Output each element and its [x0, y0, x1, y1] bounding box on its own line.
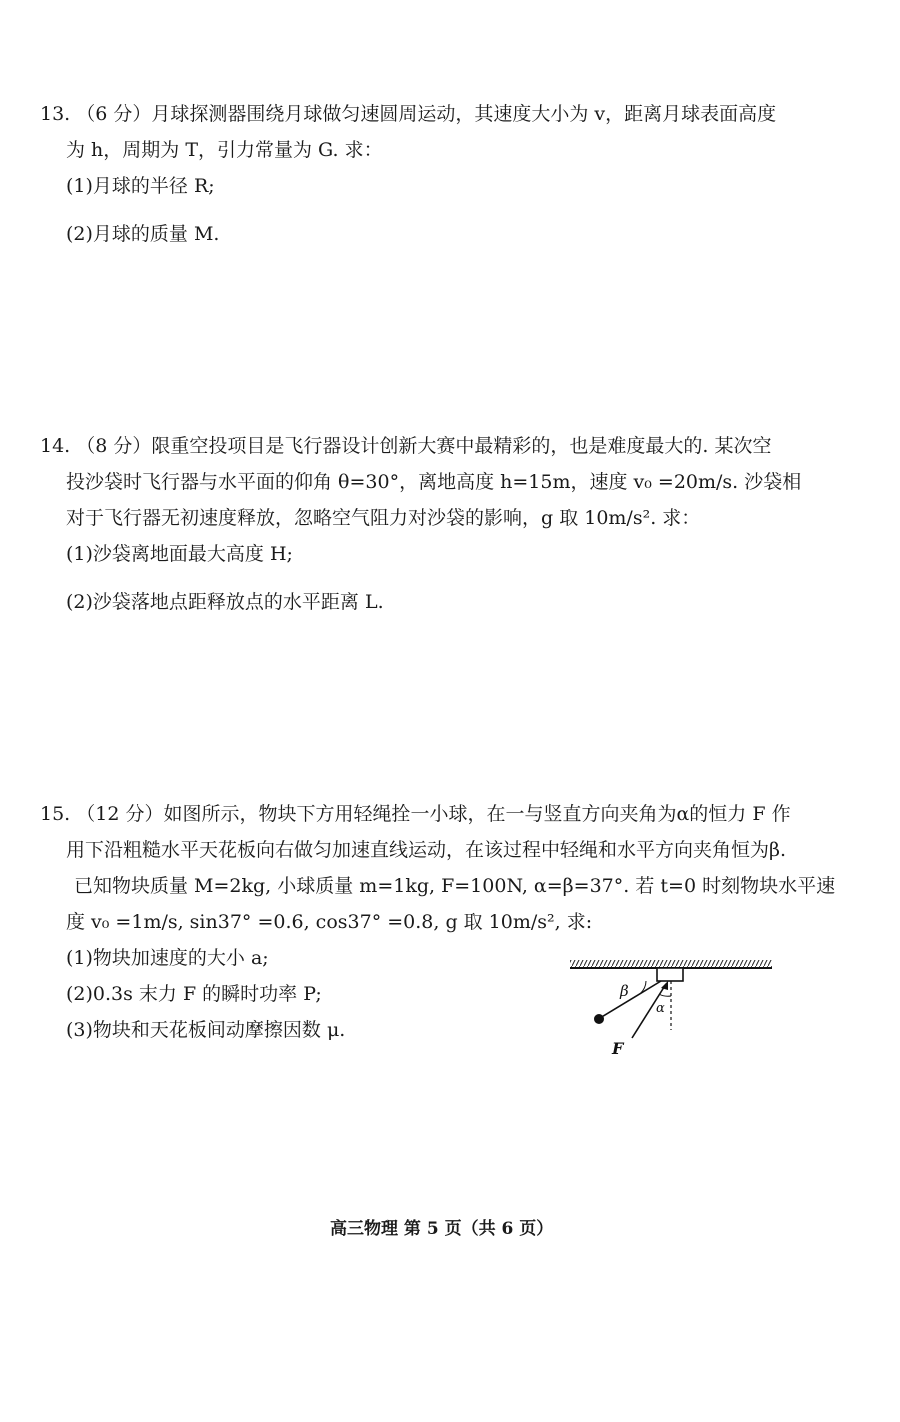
q15-figure: [560, 950, 780, 1060]
q15-line-2: 用下沿粗糙水平天花板向右做匀加速直线运动，在该过程中轻绳和水平方向夹角恒为β.: [66, 839, 787, 861]
q14-line-3: 对于飞行器无初速度释放，忽略空气阻力对沙袋的影响，g 取 10m/s². 求：: [66, 507, 701, 529]
q15-part-1: (1)物块加速度的大小 a;: [66, 947, 269, 969]
q14-line-2: 投沙袋时飞行器与水平面的仰角 θ=30°，离地高度 h=15m，速度 v₀ =20m/s. 沙袋相: [66, 471, 802, 493]
q13-part-2: (2)月球的质量 M.: [66, 223, 220, 245]
q14-line-1: 14. （8 分）限重空投项目是飞行器设计创新大赛中最精彩的，也是难度最大的. 某次空: [40, 435, 772, 457]
q14-part-1: (1)沙袋离地面最大高度 H;: [66, 543, 293, 565]
rope: [600, 981, 661, 1018]
q15-part-3: (3)物块和天花板间动摩擦因数 μ.: [66, 1019, 346, 1041]
q15-line-3: 已知物块质量 M=2kg, 小球质量 m=1kg, F=100N, α=β=37°. 若 t=0 时刻物块水平速: [74, 875, 836, 897]
q15-line-4: 度 v₀ =1m/s, sin37° =0.6, cos37° =0.8, g 取 10m/s², 求:: [66, 911, 593, 933]
q15-line-1: 15. （12 分）如图所示，物块下方用轻绳拴一小球，在一与竖直方向夹角为α的恒力 F 作: [40, 803, 791, 825]
block: [657, 968, 683, 981]
alpha-label: α: [656, 1001, 665, 1016]
page-footer: 高三物理 第 5 页（共 6 页）: [330, 1219, 554, 1239]
ceiling-hatch: [570, 960, 772, 968]
q13-part-1: (1)月球的半径 R;: [66, 175, 215, 197]
beta-label: β: [620, 982, 629, 1000]
ball: [594, 1014, 604, 1024]
force-label: F: [612, 1039, 624, 1058]
q13-line-2: 为 h，周期为 T，引力常量为 G. 求：: [66, 139, 383, 161]
q14-part-2: (2)沙袋落地点距释放点的水平距离 L.: [66, 591, 384, 613]
alpha-arc: [659, 994, 671, 996]
q15-part-2: (2)0.3s 末力 F 的瞬时功率 P;: [66, 983, 322, 1005]
force-arrowhead: [661, 981, 668, 990]
q13-line-1: 13. （6 分）月球探测器围绕月球做匀速圆周运动，其速度大小为 v，距离月球表面高度: [40, 103, 777, 125]
